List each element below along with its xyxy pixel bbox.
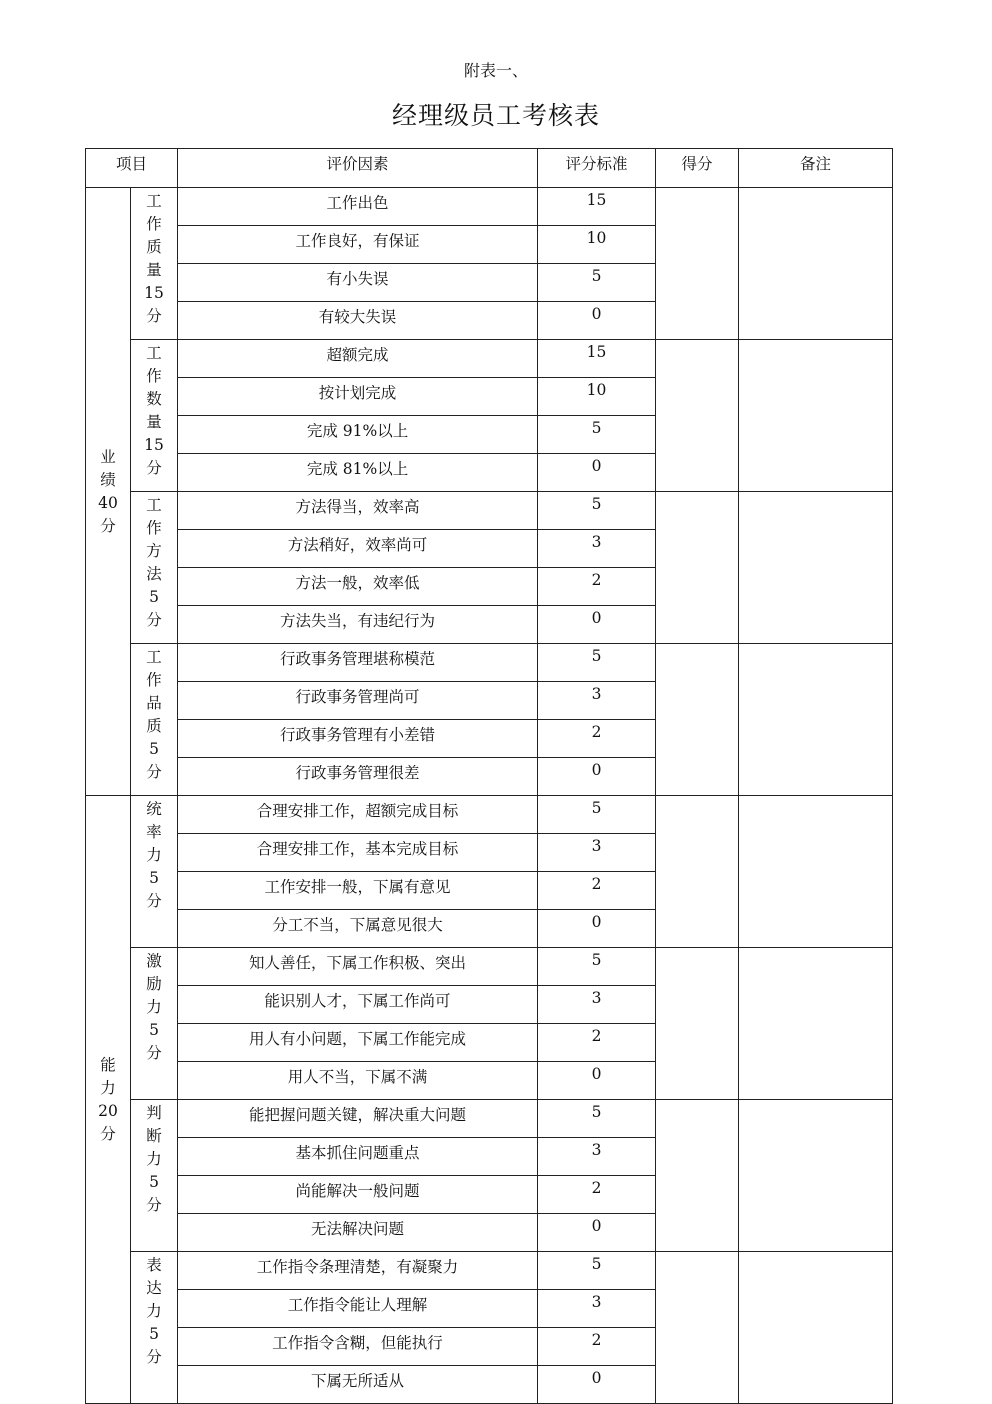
standard-cell: 5: [538, 264, 656, 302]
standard-cell: 0: [538, 302, 656, 340]
col-header-remarks: 备注: [739, 149, 893, 188]
factor-cell: 有小失误: [178, 264, 538, 302]
subcategory-cell: [131, 948, 178, 1100]
score-input-cell[interactable]: [656, 188, 739, 340]
standard-cell: 3: [538, 1290, 656, 1328]
table-row: [86, 644, 893, 682]
factor-cell: 用人不当，下属不满: [178, 1062, 538, 1100]
col-header-item: 项目: [86, 149, 178, 188]
subcategory-cell: [131, 492, 178, 644]
factor-cell: 能识别人才，下属工作尚可: [178, 986, 538, 1024]
factor-cell: 工作指令条理清楚，有凝聚力: [178, 1252, 538, 1290]
table-row: [86, 188, 893, 226]
factor-cell: 方法得当，效率高: [178, 492, 538, 530]
subcategory-label: 判断力5分: [146, 1104, 162, 1214]
score-input-cell[interactable]: [656, 492, 739, 644]
subcategory-label: 工作方法5分: [146, 496, 162, 629]
score-input-cell[interactable]: [656, 1100, 739, 1252]
subcategory-cell: [131, 188, 178, 340]
standard-cell: 2: [538, 1176, 656, 1214]
standard-cell: 0: [538, 910, 656, 948]
standard-cell: 10: [538, 378, 656, 416]
factor-cell: 行政事务管理很差: [178, 758, 538, 796]
standard-cell: 15: [538, 188, 656, 226]
standard-cell: 5: [538, 948, 656, 986]
table-row: [86, 1252, 893, 1290]
standard-cell: 5: [538, 1100, 656, 1138]
factor-cell: 合理安排工作，基本完成目标: [178, 834, 538, 872]
remarks-cell[interactable]: [739, 644, 893, 796]
subcategory-label: 激励力5分: [146, 952, 162, 1062]
factor-cell: 方法稍好，效率尚可: [178, 530, 538, 568]
score-input-cell[interactable]: [656, 948, 739, 1100]
standard-cell: 0: [538, 606, 656, 644]
subcategory-cell: [131, 644, 178, 796]
remarks-cell[interactable]: [739, 188, 893, 340]
factor-cell: 完成 91%以上: [178, 416, 538, 454]
standard-cell: 0: [538, 758, 656, 796]
remarks-cell[interactable]: [739, 492, 893, 644]
factor-cell: 工作指令含糊，但能执行: [178, 1328, 538, 1366]
standard-cell: 3: [538, 834, 656, 872]
factor-cell: 工作安排一般，下属有意见: [178, 872, 538, 910]
remarks-cell[interactable]: [739, 948, 893, 1100]
factor-cell: 无法解决问题: [178, 1214, 538, 1252]
col-header-standard: 评分标准: [538, 149, 656, 188]
subcategory-label: 工作质量15分: [144, 192, 164, 325]
table-row: [86, 492, 893, 530]
factor-cell: 工作指令能让人理解: [178, 1290, 538, 1328]
factor-cell: 工作良好，有保证: [178, 226, 538, 264]
standard-cell: 2: [538, 568, 656, 606]
standard-cell: 3: [538, 1138, 656, 1176]
header-row: [86, 149, 893, 188]
factor-cell: 下属无所适从: [178, 1366, 538, 1404]
remarks-cell[interactable]: [739, 340, 893, 492]
subcategory-label: 工作品质5分: [146, 648, 162, 781]
category-label: 能力20分: [98, 1055, 118, 1143]
table-row: [86, 1100, 893, 1138]
standard-cell: 0: [538, 1214, 656, 1252]
factor-cell: 行政事务管理尚可: [178, 682, 538, 720]
category-cell: [86, 796, 131, 1404]
subcategory-cell: [131, 796, 178, 948]
factor-cell: 合理安排工作，超额完成目标: [178, 796, 538, 834]
subcategory-cell: [131, 1100, 178, 1252]
factor-cell: 完成 81%以上: [178, 454, 538, 492]
standard-cell: 5: [538, 644, 656, 682]
factor-cell: 方法一般，效率低: [178, 568, 538, 606]
factor-cell: 超额完成: [178, 340, 538, 378]
factor-cell: 工作出色: [178, 188, 538, 226]
standard-cell: 3: [538, 682, 656, 720]
standard-cell: 2: [538, 1328, 656, 1366]
category-label: 业绩40分: [98, 447, 118, 535]
table-row: [86, 340, 893, 378]
standard-cell: 10: [538, 226, 656, 264]
table-row: [86, 796, 893, 834]
standard-cell: 5: [538, 796, 656, 834]
score-input-cell[interactable]: [656, 340, 739, 492]
standard-cell: 5: [538, 416, 656, 454]
standard-cell: 0: [538, 1062, 656, 1100]
remarks-cell[interactable]: [739, 796, 893, 948]
factor-cell: 行政事务管理堪称模范: [178, 644, 538, 682]
table-body: [86, 188, 893, 1404]
score-input-cell[interactable]: [656, 796, 739, 948]
category-cell: [86, 188, 131, 796]
factor-cell: 尚能解决一般问题: [178, 1176, 538, 1214]
standard-cell: 0: [538, 454, 656, 492]
standard-cell: 3: [538, 986, 656, 1024]
factor-cell: 有较大失误: [178, 302, 538, 340]
standard-cell: 0: [538, 1366, 656, 1404]
factor-cell: 用人有小问题，下属工作能完成: [178, 1024, 538, 1062]
factor-cell: 分工不当，下属意见很大: [178, 910, 538, 948]
standard-cell: 5: [538, 492, 656, 530]
standard-cell: 3: [538, 530, 656, 568]
standard-cell: 5: [538, 1252, 656, 1290]
subcategory-cell: [131, 340, 178, 492]
factor-cell: 方法失当，有违纪行为: [178, 606, 538, 644]
remarks-cell[interactable]: [739, 1100, 893, 1252]
subcategory-label: 统率力5分: [146, 800, 162, 910]
score-input-cell[interactable]: [656, 1252, 739, 1404]
standard-cell: 15: [538, 340, 656, 378]
assessment-table: [85, 148, 893, 1404]
col-header-score: 得分: [656, 149, 739, 188]
score-input-cell[interactable]: [656, 644, 739, 796]
remarks-cell[interactable]: [739, 1252, 893, 1404]
subcategory-label: 表达力5分: [146, 1256, 162, 1366]
standard-cell: 2: [538, 872, 656, 910]
table-row: [86, 948, 893, 986]
page-title: 经理级员工考核表: [391, 101, 600, 130]
factor-cell: 按计划完成: [178, 378, 538, 416]
subcategory-label: 工作数量15分: [144, 344, 164, 477]
standard-cell: 2: [538, 1024, 656, 1062]
col-header-factor: 评价因素: [178, 149, 538, 188]
subcategory-cell: [131, 1252, 178, 1404]
factor-cell: 基本抓住问题重点: [178, 1138, 538, 1176]
appendix-label: 附表一、: [463, 61, 528, 80]
factor-cell: 行政事务管理有小差错: [178, 720, 538, 758]
factor-cell: 能把握问题关键，解决重大问题: [178, 1100, 538, 1138]
standard-cell: 2: [538, 720, 656, 758]
factor-cell: 知人善任，下属工作积极、突出: [178, 948, 538, 986]
